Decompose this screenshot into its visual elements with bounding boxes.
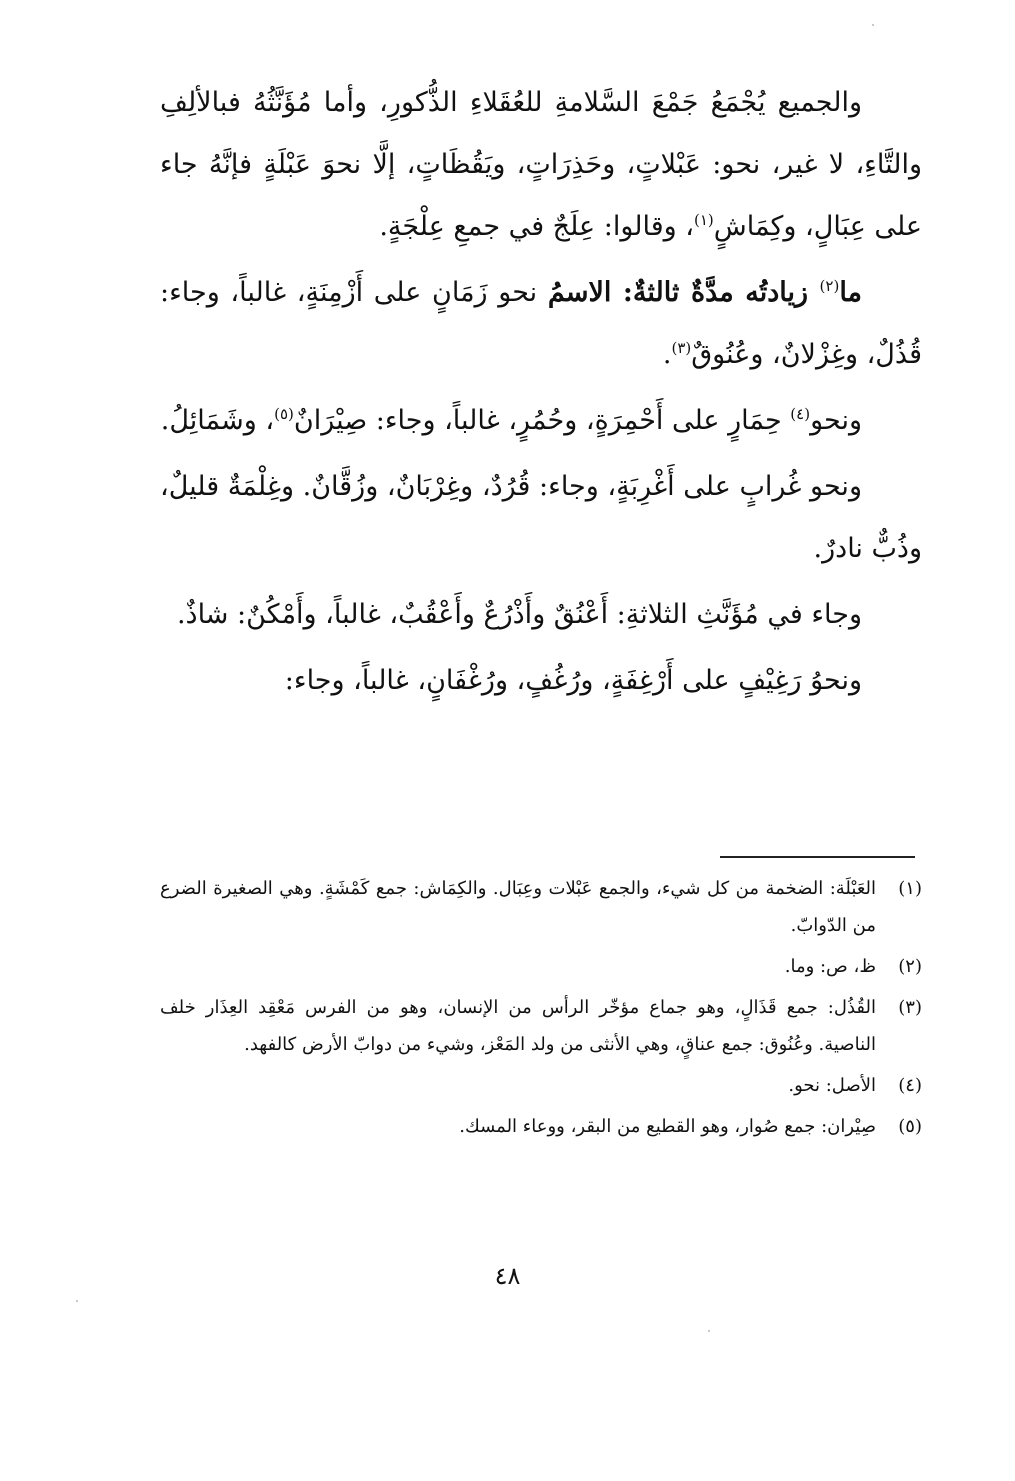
main-text (160, 72, 922, 716)
footnote-4 (160, 1067, 922, 1104)
footnote-marker-2: (٢) (819, 277, 840, 295)
footnote-marker-1: (١) (693, 211, 714, 229)
footnote-text: الأصل: نحو. (788, 1075, 876, 1096)
bold-ma: ما (839, 277, 863, 308)
footnote-marker-5: (٥) (274, 405, 294, 423)
footnote-number: (٣) (898, 997, 922, 1018)
paragraph-5: وجاء في مُؤَنَّثِ الثلاثةِ: أَعْنُقٌ وأَذْرُعٌ وأَعْقُبٌ، غالباً، وأَمْكُنٌ: شاذٌ. (176, 599, 862, 630)
paragraph-3-text: حِمَارٍ على أَحْمِرَةٍ، وحُمُرٍ، غالباً، وجاء: صِيْرَانٌ (293, 405, 791, 436)
paragraph-1-tail: ، وقالوا: عِلَجٌ في جمعِ عِلْجَةٍ. (379, 211, 694, 242)
footnote-5 (160, 1108, 922, 1145)
bold-heading: زيادتُه مدَّةٌ ثالثةٌ: (611, 277, 820, 308)
paragraph-2 (160, 262, 922, 386)
footnote-marker-3: (٣) (671, 339, 692, 357)
page-number: ٤٨ (494, 1262, 521, 1290)
footnote-text: صِيْران: جمع صُوار، وهو القطيع من البقر، ووعاء المسك. (459, 1116, 876, 1137)
paragraph-3-lead: ونحو (810, 405, 862, 436)
footnote-separator (720, 856, 915, 858)
footnote-2 (160, 948, 922, 985)
footnote-1 (160, 870, 922, 944)
scan-speck (872, 24, 874, 26)
footnotes (160, 870, 922, 1149)
footnote-text: القُذُل: جمع قَذَالٍ، وهو جماع مؤخّر الرأس من الإنسان، وهو من الفرس مَعْقِد العِذَار خلف الناصية. وعُنُوق: جمع عناقٍ، وهي الأنثى من ولد المَعْز، وشيء من دوابّ الأرض كالفهد. (160, 997, 876, 1055)
footnote-3 (160, 989, 922, 1063)
paragraph-6: ونحوُ رَغِيْفٍ على أَرْغِفَةٍ، ورُغُفٍ، ورُغْفَانٍ، غالباً، وجاء: (284, 665, 862, 696)
footnote-number: (٥) (898, 1116, 922, 1137)
footnote-number: (٢) (898, 956, 922, 977)
paragraph-1-text: والجميع يُجْمَعُ جَمْعَ السَّلامةِ للعُقَلاءِ الذُّكورِ، وأما مُؤَنَّثُهُ فبالألِفِ والتَّاءِ، لا غير، نحو: عَبْلاتٍ، وحَذِرَاتٍ، ويَقُظَاتٍ، إلَّا نحوَ عَبْلَةٍ فإنَّهُ جاء على عِبَالٍ، وكِمَاشٍ (160, 87, 922, 242)
scan-speck (76, 1300, 78, 1302)
paragraph-2-text: نحو زَمَانٍ على أَزْمِنَةٍ، غالباً، وجاء: قُذُلٌ، وغِزْلانٌ، وعُنُوقٌ (160, 277, 922, 370)
footnote-marker-4: (٤) (790, 405, 811, 423)
bold-ism: الاسمُ (547, 277, 612, 308)
paragraph-3-tail: ، وشَمَائِلُ. (160, 405, 275, 436)
paragraph-2-tail: . (662, 339, 672, 370)
scan-speck (708, 1330, 710, 1332)
footnote-text: العَبْلَة: الضخمة من كل شيء، والجمع عَبْلات وعِبَال. والكِمَاش: جمع كَمْشَةٍ. وهي الصغيرة الضرع من الدّوابّ. (160, 878, 876, 936)
paragraph-4: ونحو غُرابٍ على أَغْرِبَةٍ، وجاء: قُرُدٌ، وغِرْبَانٌ، وزُقَّانٌ. وغِلْمَةٌ قليلٌ، وذُبٌّ نادرٌ. (160, 471, 922, 564)
footnote-number: (٤) (898, 1075, 922, 1096)
paragraph-3 (160, 390, 922, 452)
footnote-number: (١) (898, 878, 922, 899)
paragraph-1 (160, 72, 922, 258)
footnote-text: ظ، ص: وما. (784, 956, 876, 977)
